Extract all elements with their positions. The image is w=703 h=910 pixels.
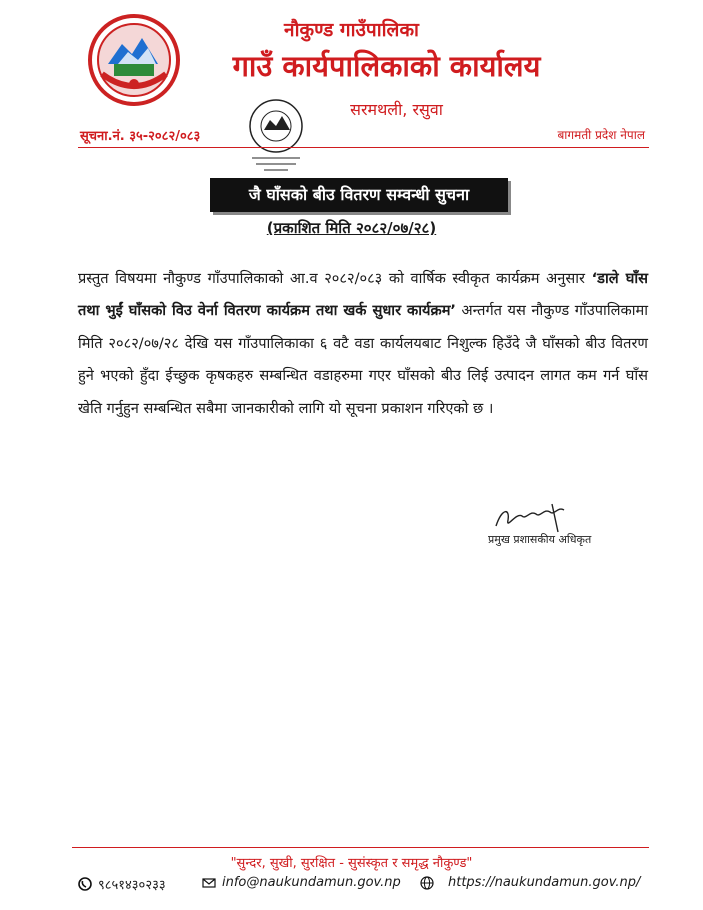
notice-body xyxy=(78,263,648,425)
website-contact[interactable] xyxy=(420,875,640,890)
office-title: गाउँ कार्यपालिकाको कार्यालय xyxy=(232,49,541,83)
signer-title: प्रमुख प्रशासकीय अधिकृत xyxy=(488,533,592,546)
phone-contact[interactable] xyxy=(78,875,166,893)
notice-number: सूचना.नं. ३५-२०८२/०८३ xyxy=(80,129,201,144)
signature-icon xyxy=(492,500,572,536)
notice-subject: जै घाँसको बीउ वितरण सम्वन्धी सुचना xyxy=(248,185,470,204)
footer-divider xyxy=(72,847,649,848)
footer-slogan: "सुन्दर, सुखी, सुरक्षित - सुसंस्कृत र समृद्ध नौकुण्ड" xyxy=(230,856,473,871)
body-text-part1: प्रस्तुत विषयमा नौकुण्ड गाँउपालिकाको आ.व २०८२/०८३ को वार्षिक स्वीकृत कार्यक्रम अनुसार xyxy=(78,270,592,287)
published-date: (प्रकाशित मिति २०८२/०७/२८) xyxy=(266,219,437,237)
website-link[interactable]: https://naukundamun.gov.np/ xyxy=(448,875,641,890)
body-text-part2: अन्तर्गत यस नौकुण्ड गाँउपालिकामा मिति २०८२/०७/२८ देखि यस गाँउपालिकाका ६ वटै वडा कार्यलयबाट निशुल्क हिउँदे जै घाँसको बीउ वितरण हुने भएको हुँदा ईच्छुक कृषकहरु सम्बन्धित वडाहरुमा गएर घाँसको बीउ लिई उत्पादन लागत कम गर्न घाँस खेति गर्नुहुन सम्बन्धित सबैमा जानकारीको लागि यो सूचना प्रकाशन गरिएको छ । xyxy=(78,302,648,417)
header-divider xyxy=(78,147,649,148)
program-name: ‘डाले घाँस तथा भुईं घाँसको विउ वेर्ना वितरण कार्यक्रम तथा खर्क सुधार कार्यक्रम’ xyxy=(78,270,648,320)
province-name: बागमती प्रदेश नेपाल xyxy=(557,128,645,142)
email-address[interactable]: info@naukundamun.gov.np xyxy=(222,875,401,890)
office-location: सरमथली, रसुवा xyxy=(350,100,443,119)
phone-icon xyxy=(78,877,92,891)
mail-icon xyxy=(202,876,216,890)
contact-footer xyxy=(78,875,668,895)
email-contact[interactable] xyxy=(202,875,401,890)
phone-number: ९८५१४३०२३३ xyxy=(98,878,166,893)
globe-icon xyxy=(420,876,434,890)
office-stamp-icon xyxy=(238,96,314,176)
municipality-name: नौकुण्ड गाउँपालिका xyxy=(284,19,419,41)
